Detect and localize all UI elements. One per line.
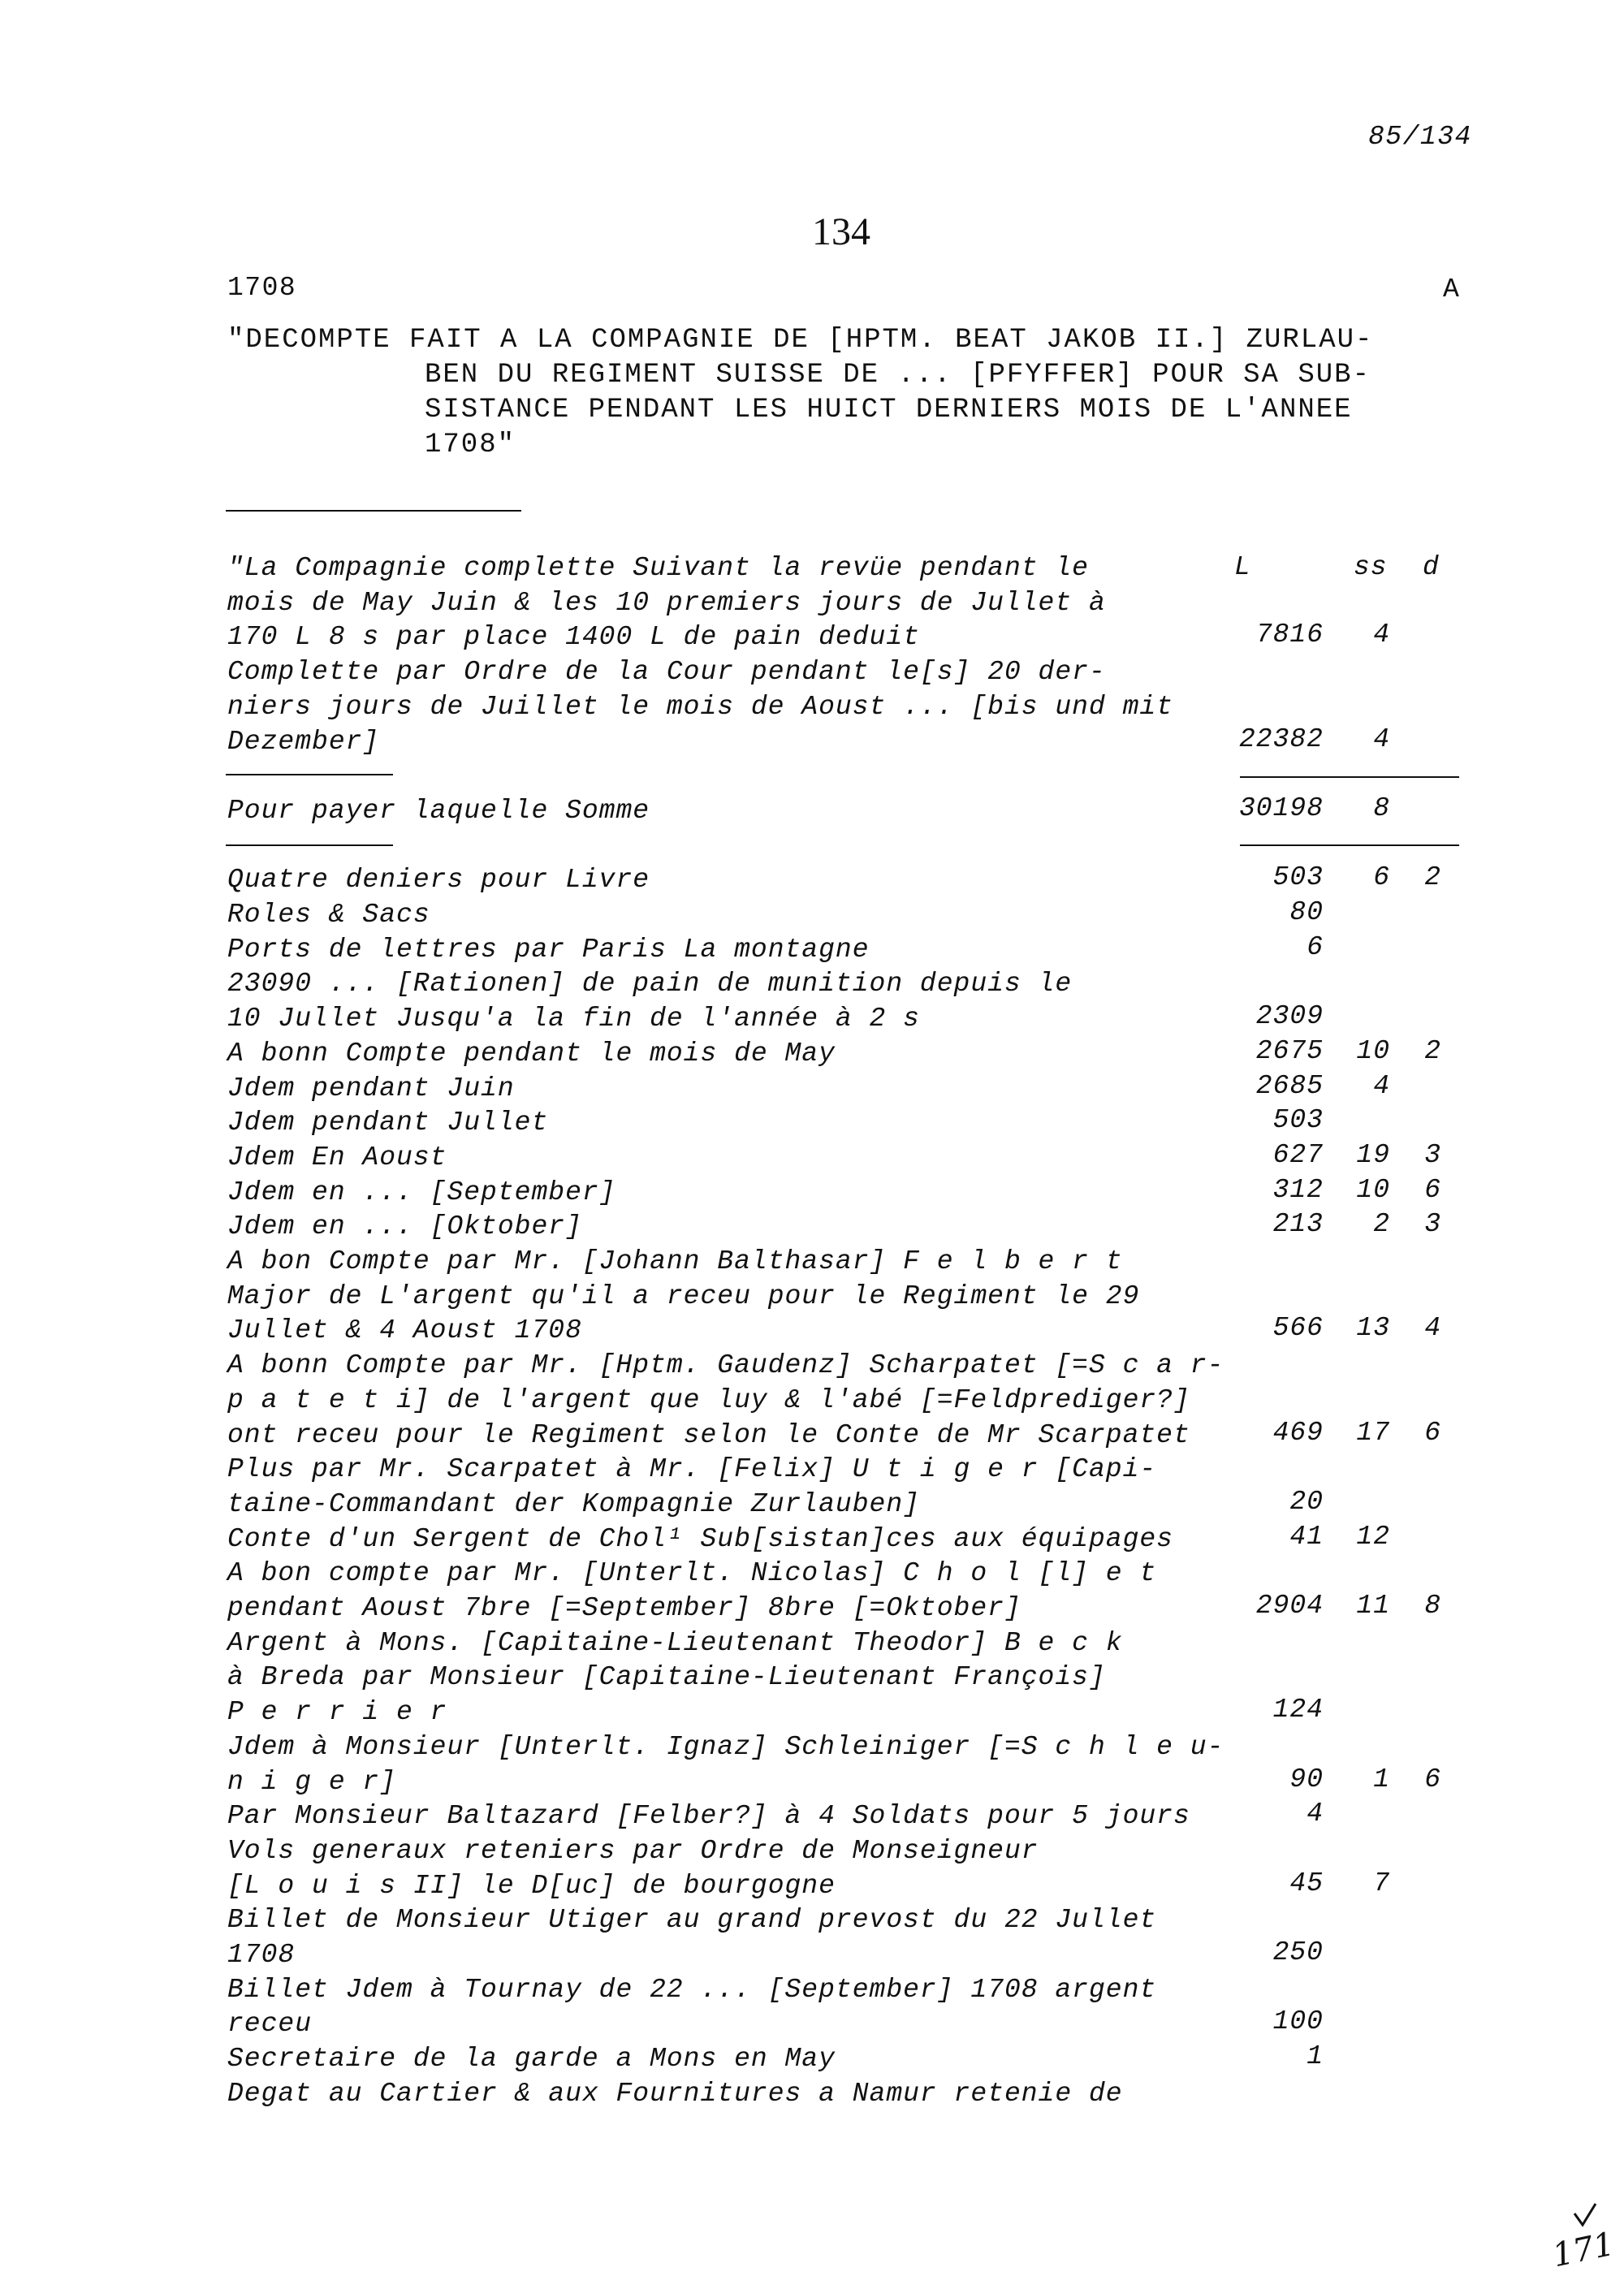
amount-livres: 100	[1272, 2006, 1324, 2037]
ledger-line	[0, 1868, 1624, 1903]
amount-sols: 12	[1356, 1521, 1390, 1552]
ledger-line-text: Jdem à Monsieur [Unterlt. Ignaz] Schleiniger [=S c h l e u-	[227, 1731, 1224, 1762]
amount-sols: 1	[1373, 1764, 1390, 1794]
ledger-line	[0, 1730, 1624, 1764]
ledger-line-text: Jdem en ... [Oktober]	[227, 1211, 582, 1242]
ledger-line	[0, 1799, 1624, 1833]
ledger-line-text: Argent à Mons. [Capitaine-Lieutenant Theodor] B e c k	[227, 1627, 1123, 1658]
amount-livres: 469	[1272, 1417, 1324, 1448]
ledger-line	[0, 1244, 1624, 1279]
amount-livres: 1	[1307, 2041, 1324, 2072]
amount-livres: 2675	[1255, 1035, 1324, 1066]
ledger-line	[0, 1626, 1624, 1661]
subtotal-rule-left	[226, 774, 393, 775]
ledger-line-text: n i g e r]	[227, 1766, 397, 1797]
amount-deniers: 2	[1424, 862, 1441, 893]
ledger-line	[0, 1348, 1624, 1383]
column-header-livres: L	[1234, 552, 1251, 582]
amount-livres: 2309	[1255, 1001, 1324, 1032]
column-header-sols: ss	[1354, 552, 1388, 582]
ledger-line	[0, 1175, 1624, 1210]
amount-livres: 41	[1289, 1521, 1324, 1552]
ledger-line	[0, 689, 1624, 724]
ledger-line-text: Complette par Ordre de la Cour pendant le[s] 20 der-	[227, 657, 1106, 688]
amount-livres: 2685	[1255, 1070, 1324, 1101]
ledger-line-text: A bonn Compte par Mr. [Hptm. Gaudenz] Scharpatet [=S c a r-	[227, 1350, 1224, 1381]
amount-sols: 4	[1373, 620, 1390, 650]
ledger-line-text: taine-Commandant der Kompagnie Zurlauben]	[227, 1488, 920, 1519]
amount-livres: 20	[1289, 1486, 1324, 1517]
amount-livres: 4	[1307, 1799, 1324, 1829]
ledger-line	[0, 1279, 1624, 1314]
amount-sols: 4	[1373, 723, 1390, 754]
ledger-line-text: niers jours de Juillet le mois de Aoust ... [bis und mit	[227, 691, 1173, 722]
amount-deniers: 6	[1424, 1417, 1441, 1448]
amount-sols: 8	[1373, 792, 1390, 823]
amount-sols: 10	[1356, 1035, 1390, 1066]
ledger-line-text: Degat au Cartier & aux Fournitures a Namur retenie de	[227, 2078, 1123, 2109]
section-letter: A	[1443, 274, 1461, 304]
ledger-line-text: 23090 ... [Rationen] de pain de munition depuis le	[227, 969, 1073, 1000]
amount-livres: 250	[1272, 1937, 1324, 1967]
ledger-line	[0, 1764, 1624, 1799]
ledger-line	[0, 1071, 1624, 1106]
amount-sols: 10	[1356, 1174, 1390, 1205]
amount-livres: 30198	[1238, 792, 1324, 823]
ledger-line	[0, 793, 1624, 828]
ledger-line-text: Ports de lettres par Paris La montagne	[227, 934, 870, 965]
ledger-line	[0, 1660, 1624, 1695]
amount-sols: 7	[1373, 1868, 1390, 1898]
ledger-line-text: Conte d'un Sergent de Chol¹ Sub[sistan]ces aux équipages	[227, 1523, 1173, 1554]
ledger-line-text: 10 Jullet Jusqu'a la fin de l'année à 2 s	[227, 1004, 920, 1034]
ledger-line	[0, 1105, 1624, 1140]
amount-deniers: 2	[1424, 1035, 1441, 1066]
document-year: 1708	[227, 273, 297, 303]
ledger-line-text: Par Monsieur Baltazard [Felber?] à 4 Soldats pour 5 jours	[227, 1801, 1190, 1832]
ledger-line-text: p a t e t i] de l'argent que luy & l'abé [=Feldprediger?]	[227, 1384, 1190, 1415]
ledger-line-text: Major de L'argent qu'il a receu pour le Regiment le 29	[227, 1281, 1140, 1311]
ledger-line-text: "La Compagnie complette Suivant la revüe pendant le	[227, 553, 1089, 583]
amount-sols: 11	[1356, 1591, 1390, 1621]
ledger-line	[0, 1591, 1624, 1626]
ledger-line	[0, 862, 1624, 897]
ledger-line-text: mois de May Juin & les 10 premiers jours de Jullet à	[227, 587, 1106, 618]
amount-livres: 566	[1272, 1313, 1324, 1344]
ledger-line	[0, 1418, 1624, 1453]
amount-deniers: 6	[1424, 1174, 1441, 1205]
ledger-line	[0, 1487, 1624, 1522]
ledger-line-text: A bon Compte par Mr. [Johann Balthasar] F e l b e r t	[227, 1246, 1123, 1276]
ledger-line-text: P e r r i e r	[227, 1697, 447, 1728]
amount-livres: 90	[1289, 1764, 1324, 1794]
amount-deniers: 6	[1424, 1764, 1441, 1794]
ledger-line	[0, 1313, 1624, 1348]
ledger-line	[0, 2076, 1624, 2111]
page-number: 134	[812, 210, 870, 253]
ledger-line-text: 1708	[227, 1940, 296, 1970]
ledger-line	[0, 932, 1624, 967]
ledger-line-text: [L o u i s II] le D[uc] de bourgogne	[227, 1870, 836, 1901]
ledger-line	[0, 1937, 1624, 1972]
amount-sols: 13	[1356, 1313, 1390, 1344]
ledger-line	[0, 1001, 1624, 1036]
total-rule-right	[1240, 844, 1459, 846]
ledger-line-text: Pour payer laquelle Somme	[227, 795, 650, 826]
amount-livres: 503	[1272, 862, 1324, 893]
ledger-line-text: Jdem en ... [September]	[227, 1177, 616, 1207]
ledger-line	[0, 1833, 1624, 1868]
archive-reference: 85/134	[1368, 122, 1472, 152]
ledger-line	[0, 1036, 1624, 1071]
ledger-line-text: Secretaire de la garde a Mons en May	[227, 2044, 836, 2075]
ledger-line	[0, 2006, 1624, 2041]
ledger-line	[0, 724, 1624, 759]
ledger-line	[0, 1209, 1624, 1244]
ledger-line-text: Jullet & 4 Aoust 1708	[227, 1315, 582, 1346]
ledger-line	[0, 1522, 1624, 1557]
total-rule-left	[226, 844, 393, 846]
amount-deniers: 3	[1424, 1209, 1441, 1240]
ledger-line	[0, 1902, 1624, 1937]
amount-livres: 124	[1272, 1695, 1324, 1725]
handwritten-folio-number: 171	[1549, 2225, 1618, 2275]
amount-livres: 6	[1307, 931, 1324, 962]
amount-sols: 2	[1373, 1209, 1390, 1240]
amount-livres: 213	[1272, 1209, 1324, 1240]
ledger-line-text: receu	[227, 2009, 313, 2040]
ledger-line	[0, 1972, 1624, 2007]
ledger-line	[0, 654, 1624, 689]
amount-livres: 80	[1289, 897, 1324, 927]
amount-sols: 17	[1356, 1417, 1390, 1448]
amount-sols: 6	[1373, 862, 1390, 893]
amount-sols: 4	[1373, 1070, 1390, 1101]
subtotal-rule-right	[1240, 776, 1459, 778]
ledger-line-text: à Breda par Monsieur [Capitaine-Lieutenant François]	[227, 1662, 1106, 1693]
ledger-line	[0, 620, 1624, 654]
amount-deniers: 3	[1424, 1139, 1441, 1170]
ledger-line	[0, 897, 1624, 932]
ledger-line	[0, 1695, 1624, 1730]
ledger-line-text: Dezember]	[227, 726, 380, 757]
ledger-line-text: A bonn Compte pendant le mois de May	[227, 1038, 836, 1069]
ledger-line-text: ont receu pour le Regiment selon le Conte de Mr Scarpatet	[227, 1419, 1190, 1450]
ledger-line-text: 170 L 8 s par place 1400 L de pain deduit	[227, 622, 920, 653]
ledger-line-text: Jdem pendant Juin	[227, 1073, 515, 1103]
ledger-line-text: Quatre deniers pour Livre	[227, 865, 650, 896]
ledger-line	[0, 1140, 1624, 1175]
ledger-line-text: Jdem pendant Jullet	[227, 1108, 549, 1138]
ledger-line-text: Jdem En Aoust	[227, 1142, 447, 1173]
ledger-line-text: A bon compte par Mr. [Unterlt. Nicolas] C h o l [l] e t	[227, 1558, 1157, 1589]
amount-deniers: 8	[1424, 1591, 1441, 1621]
ledger-line-text: Billet Jdem à Tournay de 22 ... [September] 1708 argent	[227, 1974, 1157, 2005]
ledger-line	[0, 1383, 1624, 1418]
amount-livres: 2904	[1255, 1591, 1324, 1621]
amount-livres: 45	[1289, 1868, 1324, 1898]
ledger-line	[0, 2041, 1624, 2076]
amount-livres: 7816	[1255, 620, 1324, 650]
title-line-2: BEN DU REGIMENT SUISSE DE ... [PFYFFER] POUR SA SUB-	[425, 360, 1371, 391]
amount-livres: 312	[1272, 1174, 1324, 1205]
title-line-3: SISTANCE PENDANT LES HUICT DERNIERS MOIS DE L'ANNEE	[425, 395, 1353, 425]
amount-sols: 19	[1356, 1139, 1390, 1170]
title-line-4: 1708"	[425, 430, 516, 460]
title-divider	[226, 510, 521, 512]
amount-livres: 627	[1272, 1139, 1324, 1170]
ledger-line	[0, 1452, 1624, 1487]
amount-deniers: 4	[1424, 1313, 1441, 1344]
amount-livres: 503	[1272, 1105, 1324, 1136]
amount-livres: 22382	[1238, 723, 1324, 754]
title-line-1: "DECOMPTE FAIT A LA COMPAGNIE DE [HPTM. BEAT JAKOB II.] ZURLAU-	[227, 325, 1374, 356]
ledger-line	[0, 551, 1624, 585]
column-header-deniers: d	[1423, 552, 1440, 582]
ledger-line-text: pendant Aoust 7bre [=September] 8bre [=Oktober]	[227, 1593, 1021, 1623]
ledger-line-text: Vols generaux reteniers par Ordre de Monseigneur	[227, 1835, 1039, 1866]
ledger-line	[0, 585, 1624, 620]
ledger-line	[0, 966, 1624, 1001]
ledger-line	[0, 1556, 1624, 1591]
ledger-line-text: Billet de Monsieur Utiger au grand prevost du 22 Jullet	[227, 1905, 1157, 1936]
ledger-line-text: Roles & Sacs	[227, 900, 430, 930]
ledger-line-text: Plus par Mr. Scarpatet à Mr. [Felix] U t i g e r [Capi-	[227, 1454, 1157, 1485]
